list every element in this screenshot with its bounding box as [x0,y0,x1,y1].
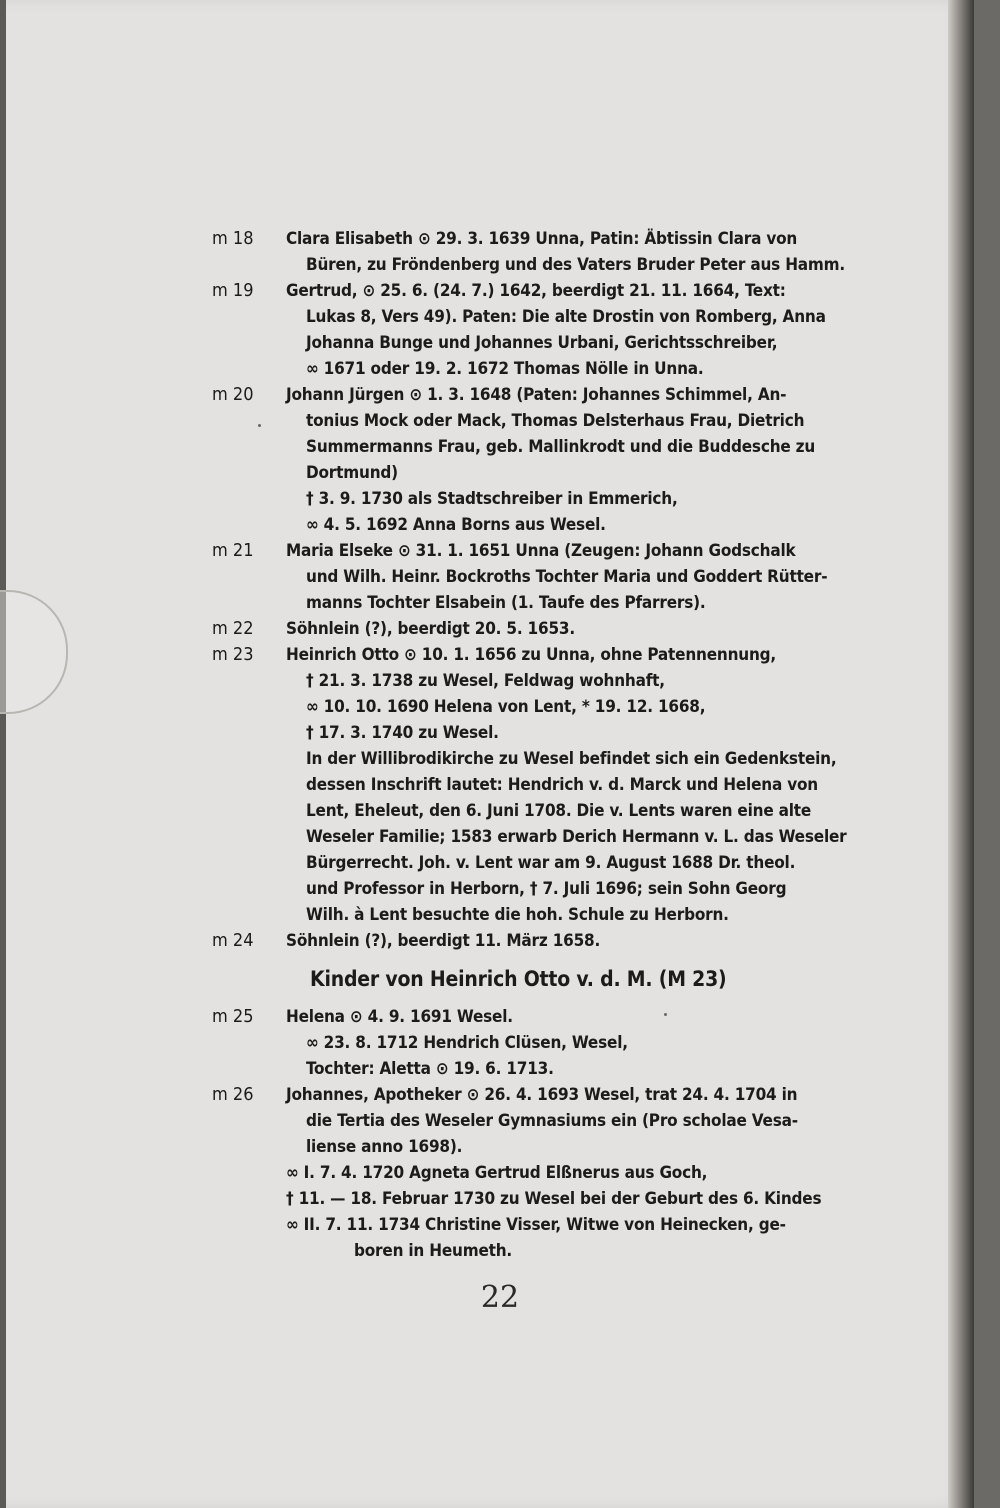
entry-line: Lent, Eheleut, den 6. Juni 1708. Die v. Lents waren eine alte [306,801,812,821]
entry-m-21 [212,538,844,616]
entry-line: Tochter: Aletta ⊙ 19. 6. 1713. [306,1059,554,1079]
entry-line: boren in Heumeth. [354,1241,513,1261]
entry-line: Heinrich Otto ⊙ 10. 1. 1656 zu Unna, ohne Patennennung, [286,645,777,665]
entry-m-26 [212,1082,844,1264]
entries-before [212,226,847,954]
entry-text [286,1004,844,1082]
entry-line: Helena ⊙ 4. 9. 1691 Wesel. [286,1007,513,1027]
entry-m-19 [212,278,844,382]
entry-label: m 20 [212,384,254,405]
entry-line: und Wilh. Heinr. Bockroths Tochter Maria und Goddert Rütter- [306,567,828,587]
paper-clip [0,590,68,714]
entry-line: Gertrud, ⊙ 25. 6. (24. 7.) 1642, beerdigt 21. 11. 1664, Text: [286,281,786,301]
entry-line: † 17. 3. 1740 zu Wesel. [306,723,499,743]
entry-line: Söhnlein (?), beerdigt 11. März 1658. [286,931,601,951]
entry-line: ∞ II. 7. 11. 1734 Christine Visser, Witwe von Heinecken, ge- [286,1215,786,1235]
entry-label: m 19 [212,280,254,301]
entry-text [286,538,844,616]
entries-after [212,1004,844,1264]
entry-label: m 24 [212,930,254,951]
entry-line: Büren, zu Fröndenberg und des Vaters Bruder Peter aus Hamm. [306,255,846,275]
entry-line: Lukas 8, Vers 49). Paten: Die alte Drostin von Romberg, Anna [306,307,826,327]
entry-m-24 [212,928,844,954]
entry-line: Maria Elseke ⊙ 31. 1. 1651 Unna (Zeugen: Johann Godschalk [286,541,796,561]
entry-line: † 3. 9. 1730 als Stadtschreiber in Emmerich, [306,489,678,509]
entry-text [286,382,844,538]
entry-label: m 21 [212,540,254,561]
entry-label: m 18 [212,228,254,249]
entry-line: ∞ 23. 8. 1712 Hendrich Clüsen, Wesel, [306,1033,628,1053]
entry-line: manns Tochter Elsabein (1. Taufe des Pfarrers). [306,593,706,613]
entry-label: m 25 [212,1006,254,1027]
entry-label: m 23 [212,644,254,665]
entry-m-20 [212,382,844,538]
entry-m-18 [212,226,844,278]
entry-line: Weseler Familie; 1583 erwarb Derich Hermann v. L. das Weseler [306,827,847,847]
entry-line: ∞ 1671 oder 19. 2. 1672 Thomas Nölle in Unna. [306,359,704,379]
entry-line: Dortmund) [306,463,398,483]
entry-line: Clara Elisabeth ⊙ 29. 3. 1639 Unna, Patin: Äbtissin Clara von [286,229,798,249]
entry-text [286,226,845,278]
entry-m-25 [212,1004,844,1082]
entry-line: ∞ I. 7. 4. 1720 Agneta Gertrud Elßnerus aus Goch, [286,1163,708,1183]
entry-text [286,616,844,642]
entry-line: In der Willibrodikirche zu Wesel befindet sich ein Gedenkstein, [306,749,837,769]
entry-line: dessen Inschrift lautet: Hendrich v. d. Marck und Helena von [306,775,818,795]
entry-line: liense anno 1698). [306,1137,463,1157]
section-heading: Kinder von Heinrich Otto v. d. M. (M 23) [310,967,727,991]
entry-line: Bürgerrecht. Joh. v. Lent war am 9. August 1688 Dr. theol. [306,853,796,873]
entry-line: † 11. — 18. Februar 1730 zu Wesel bei der Geburt des 6. Kindes [286,1189,822,1209]
entry-text [286,642,847,928]
entry-line: ∞ 4. 5. 1692 Anna Borns aus Wesel. [306,515,606,535]
entry-line: ∞ 10. 10. 1690 Helena von Lent, * 19. 12. 1668, [306,697,706,717]
entry-line: tonius Mock oder Mack, Thomas Delsterhaus Frau, Dietrich [306,411,805,431]
genealogy-list [212,226,847,1264]
entry-line: Johanna Bunge und Johannes Urbani, Gerichtsschreiber, [306,333,778,353]
entry-text [286,278,844,382]
entry-line: und Professor in Herborn, † 7. Juli 1696; sein Sohn Georg [306,879,787,899]
entry-text [286,1082,844,1264]
entry-m-22 [212,616,844,642]
entry-line: † 21. 3. 1738 zu Wesel, Feldwag wohnhaft, [306,671,665,691]
entry-line: Söhnlein (?), beerdigt 20. 5. 1653. [286,619,575,639]
entry-label: m 26 [212,1084,254,1105]
entry-m-23 [212,642,847,928]
entry-text [286,928,844,954]
entry-line: Wilh. à Lent besuchte die hoh. Schule zu Herborn. [306,905,729,925]
page-number: 22 [480,1280,520,1315]
entry-line: Summermanns Frau, geb. Mallinkrodt und die Buddesche zu [306,437,816,457]
entry-line: Johann Jürgen ⊙ 1. 3. 1648 (Paten: Johannes Schimmel, An- [286,385,787,405]
entry-line: die Tertia des Weseler Gymnasiums ein (Pro scholae Vesa- [306,1111,798,1131]
entry-line: Johannes, Apotheker ⊙ 26. 4. 1693 Wesel, trat 24. 4. 1704 in [286,1085,798,1105]
entry-label: m 22 [212,618,254,639]
